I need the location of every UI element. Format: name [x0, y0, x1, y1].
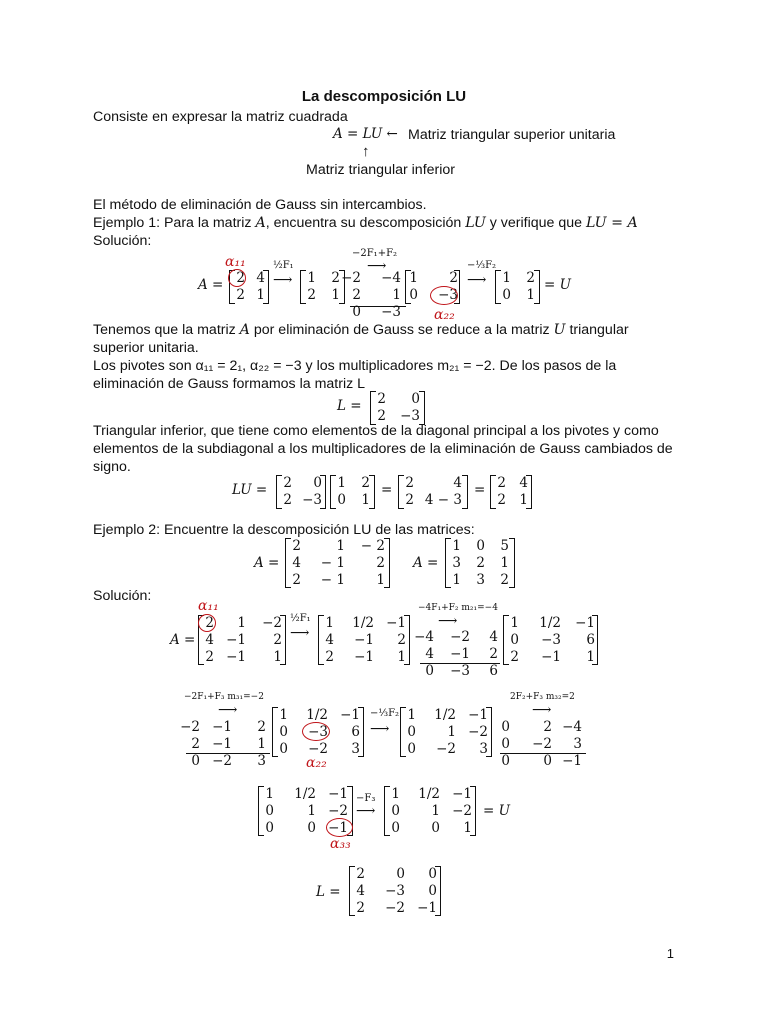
method-line: El método de eliminación de Gauss sin intercambios.: [93, 197, 427, 213]
ex1-h-LU: LU: [465, 215, 486, 231]
matrix-cell: 1: [586, 649, 595, 665]
matrix-cell: 6: [351, 724, 360, 740]
ex1-L-label: L =: [337, 398, 362, 414]
matrix-cell: 4: [205, 632, 214, 648]
matrix-cell: −4: [562, 719, 582, 735]
ex1-matrix-U2: [330, 475, 375, 509]
matrix-cell: 1: [279, 707, 288, 723]
ex1-para7: signo.: [93, 459, 131, 475]
matrix-cell: 2: [543, 719, 552, 735]
matrix-cell: 2: [405, 475, 414, 491]
matrix-cell: 3: [257, 753, 266, 769]
matrix-cell: 2: [489, 646, 498, 662]
matrix-cell: 1/2: [352, 615, 374, 631]
matrix-cell: 2: [352, 287, 361, 303]
matrix-cell: −2: [180, 719, 200, 735]
matrix-cell: 1: [519, 492, 528, 508]
matrix-cell: 4: [356, 883, 365, 899]
matrix-cell: 2: [497, 475, 506, 491]
alpha11-label: α₁₁: [225, 254, 246, 270]
ex1-h-a: Ejemplo 1: Para la matriz: [93, 215, 256, 231]
matrix-cell: 3: [573, 736, 582, 752]
matrix-cell: 1: [409, 270, 418, 286]
matrix-cell: 1: [391, 786, 400, 802]
matrix-cell: −1: [452, 786, 472, 802]
matrix-cell: 4: [425, 646, 434, 662]
matrix-cell: 0: [411, 391, 420, 407]
ex1-matrix-P: [398, 475, 468, 509]
intro-equation: A = LU ←: [333, 126, 398, 142]
matrix-cell: −2: [468, 724, 488, 740]
op-half-f1: ½F₁: [273, 260, 294, 271]
matrix-cell: −1: [354, 632, 374, 648]
ex2-matrix-A2: [445, 538, 515, 588]
matrix-cell: 2: [205, 615, 214, 631]
page-title: La descomposición LU: [301, 88, 467, 105]
ex1-para5: Triangular inferior, que tiene como elementos de la diagonal principal a los pivotes y como: [93, 423, 659, 439]
matrix-cell: 0: [476, 538, 485, 554]
matrix-cell: 2: [376, 555, 385, 571]
matrix-cell: 0: [501, 736, 510, 752]
matrix-cell: 1: [397, 649, 406, 665]
arrow-right-icon: ⟶: [367, 258, 387, 274]
ex1-h-A: A: [255, 215, 266, 231]
work-underline: [186, 753, 270, 754]
matrix-cell: 0: [407, 724, 416, 740]
matrix-cell: −1: [417, 900, 437, 916]
ex2-s2-matrix-E: [400, 707, 492, 757]
op-third-f2: −⅓F₂: [370, 708, 400, 719]
ex2-A-label: A =: [413, 555, 439, 571]
ex1-para1: [93, 321, 629, 339]
matrix-cell: −1: [450, 646, 470, 662]
arrow-right-icon: ⟶: [370, 721, 390, 737]
matrix-cell: 1: [337, 475, 346, 491]
matrix-cell: 2: [325, 649, 334, 665]
matrix-cell: −3: [381, 304, 401, 320]
matrix-cell: 0: [313, 475, 322, 491]
ex1-matrix-L2: [276, 475, 326, 509]
matrix-cell: 1: [237, 615, 246, 631]
op-row2: −2F₁+F₂: [352, 248, 398, 259]
eq-U: = U: [483, 803, 510, 819]
ex1-matrix-R: [490, 475, 532, 509]
matrix-cell: −4: [414, 629, 434, 645]
ex2-matrix-A1: [285, 538, 390, 588]
matrix-cell: −3: [302, 492, 322, 508]
matrix-cell: 2: [405, 492, 414, 508]
matrix-cell: −2: [308, 741, 328, 757]
matrix-cell: 2: [236, 270, 245, 286]
ex1-h-LUeqA: LU = A: [586, 215, 638, 231]
matrix-cell: 1/2: [418, 786, 440, 802]
example2-heading: Ejemplo 2: Encuentre la descomposición LU de las matrices:: [93, 522, 475, 538]
arrow-right-icon: ⟶: [218, 702, 238, 718]
matrix-cell: 4: [256, 270, 265, 286]
matrix-cell: 1: [257, 736, 266, 752]
pivot-circle: [302, 722, 330, 741]
example1-solution: Solución:: [93, 233, 152, 249]
matrix-cell: 1: [526, 287, 535, 303]
matrix-cell: 0: [425, 663, 434, 679]
ex1-LU-label: LU =: [232, 482, 268, 498]
matrix-cell: 0: [501, 719, 510, 735]
matrix-cell: 3: [476, 572, 485, 588]
matrix-cell: 4: [519, 475, 528, 491]
work-underline: [350, 306, 406, 307]
matrix-cell: −2: [532, 736, 552, 752]
ex1-para3: Los pivotes son α₁₁ = 2₁, α₂₂ = −3 y los multiplicadores m₂₁ = −2. De los pasos de la: [93, 358, 617, 374]
op-row3: −2F₁+F₃ m₃₁=−2: [184, 692, 264, 702]
arrow-right-icon: ⟶: [356, 803, 376, 819]
matrix-cell: − 1: [320, 572, 345, 588]
matrix-cell: 1/2: [539, 615, 561, 631]
matrix-cell: −1: [226, 632, 246, 648]
matrix-cell: 1: [452, 572, 461, 588]
pivot-circle: [198, 614, 216, 632]
matrix-cell: 2: [476, 555, 485, 571]
matrix-cell: 0: [409, 287, 418, 303]
matrix-cell: 0: [279, 741, 288, 757]
p1-b: por eliminación de Gauss se reduce a la matriz: [249, 322, 554, 338]
arrow-up-icon: ↑: [362, 143, 370, 160]
matrix-cell: −1: [212, 736, 232, 752]
matrix-cell: −1: [328, 820, 348, 836]
matrix-cell: −4: [381, 270, 401, 286]
matrix-cell: 0: [502, 287, 511, 303]
ex2-L-label: L =: [316, 884, 341, 900]
matrix-cell: 2: [377, 408, 386, 424]
matrix-cell: 0: [431, 820, 440, 836]
matrix-cell: 2: [397, 632, 406, 648]
matrix-cell: −3: [541, 632, 561, 648]
ex1-A-label: A =: [198, 277, 224, 293]
matrix-cell: 0: [279, 724, 288, 740]
matrix-cell: −1: [386, 615, 406, 631]
matrix-cell: 0: [337, 492, 346, 508]
matrix-cell: 4 − 3: [424, 492, 462, 508]
matrix-cell: 0: [265, 803, 274, 819]
ex1-h-b: , encuentra su descomposición: [265, 215, 466, 231]
alpha11-label: α₁₁: [198, 598, 219, 614]
matrix-cell: − 2: [360, 538, 385, 554]
matrix-cell: −2: [450, 629, 470, 645]
matrix-cell: −2: [452, 803, 472, 819]
alpha33-label: α₃₃: [330, 836, 351, 852]
ex1-matrix-B: [300, 270, 345, 304]
matrix-cell: 1: [392, 287, 401, 303]
matrix-cell: 0: [543, 753, 552, 769]
ex1-para2: superior unitaria.: [93, 340, 199, 356]
op-row3-2: 2F₂+F₃ m₃₂=2: [510, 692, 575, 702]
matrix-cell: 1: [452, 538, 461, 554]
op-neg-f3: −F₃: [356, 793, 376, 804]
matrix-cell: 1: [510, 615, 519, 631]
matrix-cell: 0: [510, 632, 519, 648]
matrix-cell: 0: [501, 753, 510, 769]
matrix-cell: − 1: [320, 555, 345, 571]
matrix-cell: −1: [575, 615, 595, 631]
work-underline: [500, 753, 586, 754]
matrix-cell: 0: [391, 803, 400, 819]
pivot-circle: [228, 269, 246, 287]
matrix-cell: 0: [191, 753, 200, 769]
matrix-cell: 1: [265, 786, 274, 802]
matrix-cell: 0: [396, 866, 405, 882]
matrix-cell: 1/2: [306, 707, 328, 723]
matrix-cell: 2: [273, 632, 282, 648]
lower-label: Matriz triangular inferior: [306, 162, 456, 178]
ex2-s3-matrix-U: [384, 786, 476, 836]
matrix-cell: −2: [328, 803, 348, 819]
alpha22-label: α₂₂: [434, 307, 455, 323]
ex2-s1-matrix-C: [503, 615, 598, 665]
matrix-cell: −2: [341, 270, 361, 286]
matrix-cell: 2: [377, 391, 386, 407]
matrix-cell: 1: [502, 270, 511, 286]
matrix-cell: 3: [479, 741, 488, 757]
matrix-cell: 1: [376, 572, 385, 588]
matrix-cell: 1: [463, 820, 472, 836]
matrix-cell: 0: [428, 866, 437, 882]
ex1-matrix-L: [370, 391, 425, 425]
ex2-A-label: A =: [254, 555, 280, 571]
matrix-cell: −3: [308, 724, 328, 740]
matrix-cell: 2: [205, 649, 214, 665]
eq-U: = U: [544, 277, 571, 293]
eq-sign: =: [381, 482, 393, 498]
matrix-cell: 6: [586, 632, 595, 648]
matrix-cell: 1: [447, 724, 456, 740]
ex1-para6: elementos de la subdiagonal a los multiplicadores de la eliminación de Gauss cambiados de: [93, 441, 673, 457]
matrix-cell: −3: [385, 883, 405, 899]
pivot-circle: [326, 818, 353, 837]
matrix-cell: −2: [436, 741, 456, 757]
matrix-cell: 4: [489, 629, 498, 645]
matrix-cell: 1: [431, 803, 440, 819]
matrix-cell: 2: [356, 900, 365, 916]
matrix-cell: 2: [292, 572, 301, 588]
matrix-cell: −1: [212, 719, 232, 735]
op-half-f1: ½F₁: [290, 613, 311, 624]
matrix-cell: 2: [497, 492, 506, 508]
matrix-cell: 2: [356, 866, 365, 882]
matrix-cell: −1: [468, 707, 488, 723]
matrix-cell: −1: [226, 649, 246, 665]
matrix-cell: −1: [562, 753, 582, 769]
ex2-s1-matrix-B: [318, 615, 410, 665]
matrix-cell: 2: [331, 270, 340, 286]
matrix-cell: 1: [256, 287, 265, 303]
matrix-cell: 0: [352, 304, 361, 320]
matrix-cell: 1: [331, 287, 340, 303]
matrix-cell: 1/2: [434, 707, 456, 723]
page-number: 1: [666, 946, 674, 961]
matrix-cell: −1: [328, 786, 348, 802]
p1-A: A: [239, 322, 250, 338]
op-third-f2: −⅓F₂: [467, 260, 497, 271]
matrix-cell: 4: [325, 632, 334, 648]
matrix-cell: 2: [283, 475, 292, 491]
matrix-cell: 0: [391, 820, 400, 836]
matrix-cell: −3: [450, 663, 470, 679]
matrix-cell: 1: [307, 270, 316, 286]
matrix-cell: 5: [500, 538, 509, 554]
matrix-cell: 2: [500, 572, 509, 588]
matrix-cell: 0: [428, 883, 437, 899]
example1-heading: [93, 214, 638, 232]
matrix-cell: 2: [510, 649, 519, 665]
matrix-cell: −3: [438, 287, 458, 303]
p1-a: Tenemos que la matriz: [93, 322, 240, 338]
matrix-cell: 1: [500, 555, 509, 571]
matrix-cell: 0: [265, 820, 274, 836]
alpha22-label: α₂₂: [306, 755, 327, 771]
arrow-right-icon: ⟶: [273, 272, 293, 288]
ex2-s1-A-label: A =: [170, 632, 196, 648]
matrix-cell: −1: [354, 649, 374, 665]
matrix-cell: 3: [351, 741, 360, 757]
ex1-matrix-U: [495, 270, 540, 304]
matrix-cell: 6: [489, 663, 498, 679]
matrix-cell: −2: [262, 615, 282, 631]
p1-U: U: [553, 322, 566, 338]
matrix-cell: 1: [307, 803, 316, 819]
matrix-cell: 2: [361, 475, 370, 491]
matrix-cell: 2: [449, 270, 458, 286]
arrow-right-icon: ⟶: [438, 613, 458, 629]
eq-sign: =: [474, 482, 486, 498]
matrix-cell: 1: [273, 649, 282, 665]
matrix-cell: 2: [236, 287, 245, 303]
matrix-cell: −3: [400, 408, 420, 424]
matrix-cell: 1: [407, 707, 416, 723]
matrix-cell: 3: [452, 555, 461, 571]
ex2-matrix-L: [349, 866, 441, 916]
pivot-circle: [430, 286, 458, 305]
matrix-cell: 0: [307, 820, 316, 836]
ex1-para4: eliminación de Gauss formamos la matriz L: [93, 376, 366, 392]
work-underline: [420, 663, 500, 664]
matrix-cell: −1: [541, 649, 561, 665]
matrix-cell: 1: [361, 492, 370, 508]
matrix-cell: −2: [385, 900, 405, 916]
upper-label: Matriz triangular superior unitaria: [408, 127, 616, 143]
ex1-h-c: y verifique que: [485, 215, 586, 231]
matrix-cell: 4: [292, 555, 301, 571]
matrix-cell: 0: [407, 741, 416, 757]
op-row2: −4F₁+F₂ m₂₁=−4: [418, 603, 498, 613]
matrix-cell: 2: [283, 492, 292, 508]
matrix-cell: −2: [212, 753, 232, 769]
example2-solution: Solución:: [93, 588, 152, 604]
intro-line: Consiste en expresar la matriz cuadrada: [93, 109, 348, 125]
arrow-right-icon: ⟶: [532, 702, 552, 718]
matrix-cell: 2: [307, 287, 316, 303]
matrix-cell: 2: [257, 719, 266, 735]
matrix-cell: −1: [340, 707, 360, 723]
arrow-right-icon: ⟶: [467, 272, 487, 288]
matrix-cell: 2: [526, 270, 535, 286]
p1-c: triangular: [565, 322, 629, 338]
matrix-cell: 2: [191, 736, 200, 752]
matrix-cell: 2: [292, 538, 301, 554]
matrix-cell: 4: [453, 475, 462, 491]
matrix-cell: 1: [336, 538, 345, 554]
matrix-cell: 1/2: [294, 786, 316, 802]
arrow-right-icon: ⟶: [290, 625, 310, 641]
matrix-cell: 1: [325, 615, 334, 631]
